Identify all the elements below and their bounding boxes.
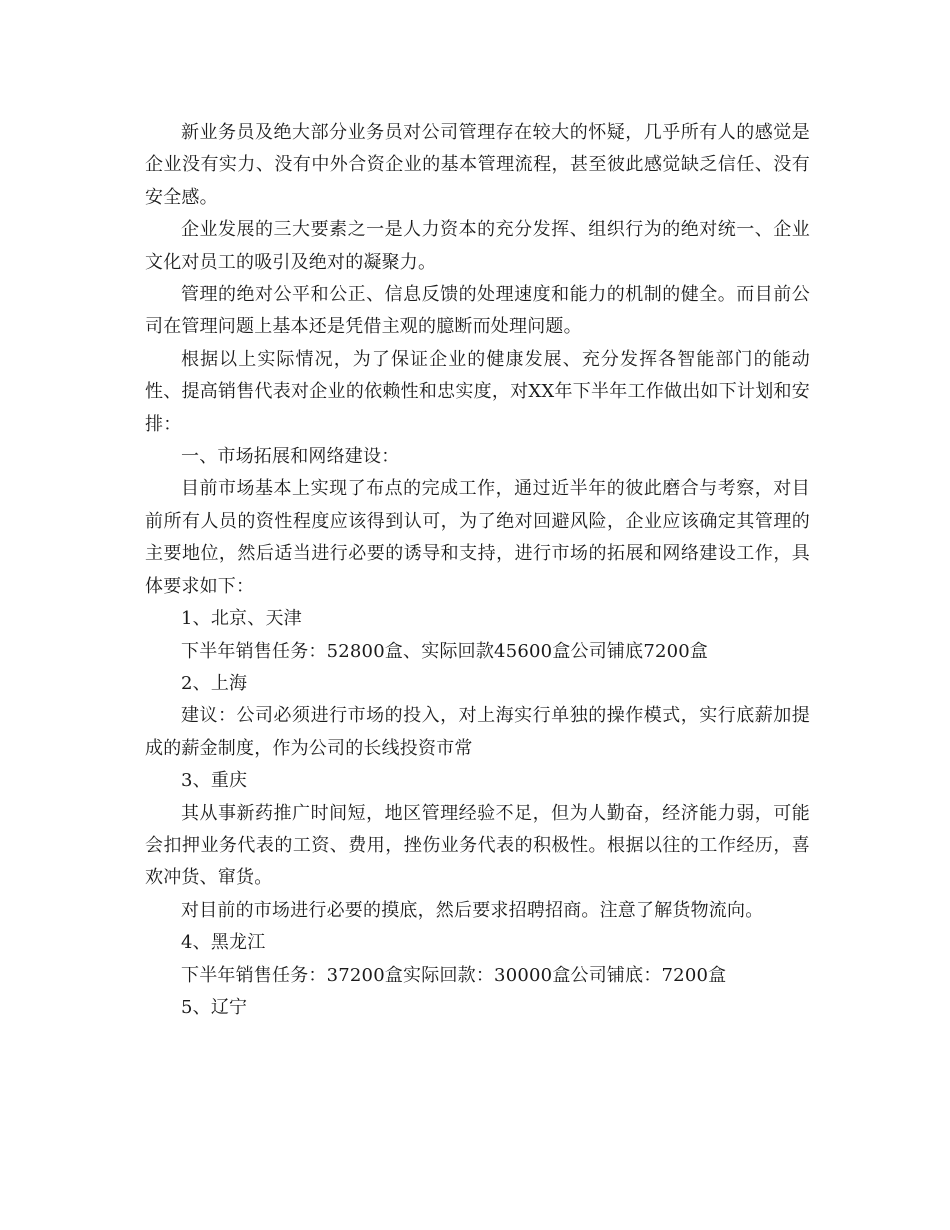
paragraph-heilongjiang-target: 下半年销售任务：37200盒实际回款：30000盒公司铺底：7200盒 bbox=[181, 964, 727, 986]
paragraph-plan-intro: 根据以上实际情况，为了保证企业的健康发展、充分发挥各智能部门的能动性、提高销售代表对企业的依赖性和忠实度，对XX年下半年工作做出如下计划和安排： bbox=[145, 348, 810, 435]
item-heading-beijing-tianjin: 1、北京、天津 bbox=[181, 608, 302, 630]
item-heading-heilongjiang: 4、黑龙江 bbox=[181, 932, 266, 954]
paragraph-three-elements: 企业发展的三大要素之一是人力资本的充分发挥、组织行为的绝对统一、企业文化对员工的吸引及绝对的凝聚力。 bbox=[145, 219, 810, 273]
paragraph-chongqing-situation: 其从事新药推广时间短，地区管理经验不足，但为人勤奋，经济能力弱，可能会扣押业务代表的工资、费用，挫伤业务代表的积极性。根据以往的工作经历，喜欢冲货、窜货。 bbox=[145, 802, 810, 889]
item-heading-shanghai: 2、上海 bbox=[181, 672, 248, 694]
paragraph-management-doubts: 新业务员及绝大部分业务员对公司管理存在较大的怀疑，几乎所有人的感觉是企业没有实力、没有中外合资企业的基本管理流程，甚至彼此感觉缺乏信任、没有安全感。 bbox=[145, 122, 810, 208]
paragraph-fair-management: 管理的绝对公平和公正、信息反馈的处理速度和能力的机制的健全。而目前公司在管理问题上基本还是凭借主观的臆断而处理问题。 bbox=[145, 284, 810, 338]
item-heading-chongqing: 3、重庆 bbox=[181, 770, 248, 792]
document-body bbox=[145, 117, 810, 1024]
section-heading-market-expansion: 一、市场拓展和网络建设： bbox=[181, 446, 400, 468]
paragraph-beijing-tianjin-target: 下半年销售任务：52800盒、实际回款45600盒公司铺底7200盒 bbox=[181, 640, 709, 662]
paragraph-shanghai-suggestion: 建议：公司必须进行市场的投入，对上海实行单独的操作模式，实行底薪加提成的薪金制度，作为公司的长线投资市常 bbox=[145, 705, 810, 759]
paragraph-chongqing-action: 对目前的市场进行必要的摸底，然后要求招聘招商。注意了解货物流向。 bbox=[181, 899, 764, 921]
paragraph-market-status: 目前市场基本上实现了布点的完成工作，通过近半年的彼此磨合与考察，对目前所有人员的资性程度应该得到认可，为了绝对回避风险，企业应该确定其管理的主要地位，然后适当进行必要的诱导和支持，进行市场的拓展和网络建设工作，具体要求如下： bbox=[145, 478, 810, 597]
item-heading-liaoning: 5、辽宁 bbox=[181, 996, 248, 1018]
